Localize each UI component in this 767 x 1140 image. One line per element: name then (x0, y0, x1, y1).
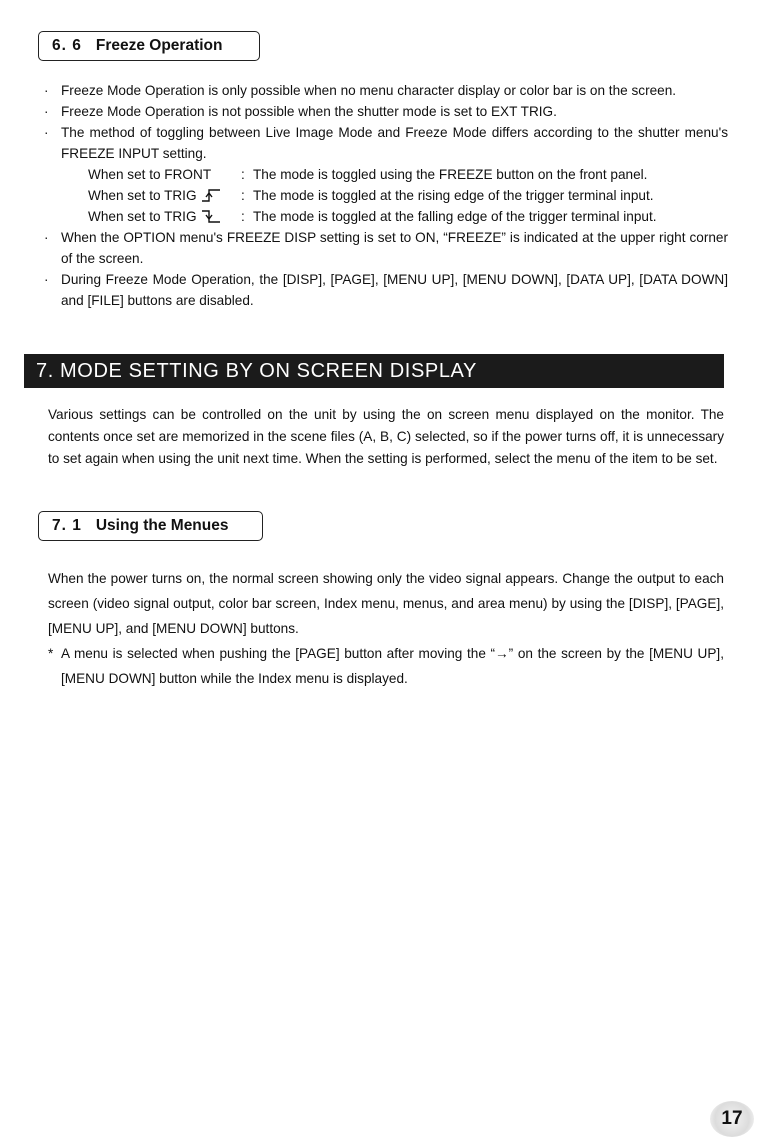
list-item: · Freeze Mode Operation is not possible when the shutter mode is set to EXT TRIG. (44, 104, 557, 119)
section-title: Using the Menues (95, 517, 229, 534)
section-7-1-paragraph: When the power turns on, the normal screen showing only the video signal appears. Change the output to each screen (video signal output, color bar screen, Index menu, menus, and area menu) by using the [DISP], [PAGE], [MENU UP], and [MENU DOWN] buttons. (48, 571, 724, 636)
list-item: · The method of toggling between Live Image Mode and Freeze Mode differs according to the shutter menu's FREEZE INPUT setting. (44, 125, 728, 161)
setting-row-trig-falling: When set to TRIG : The mode is toggled at the falling edge of the trigger terminal input. (44, 206, 728, 227)
section-7-banner: 7. MODE SETTING BY ON SCREEN DISPLAY (24, 354, 724, 388)
setting-description: The mode is toggled at the rising edge of the trigger terminal input. (253, 188, 654, 203)
setting-row-front: When set to FRONT : The mode is toggled using the FREEZE button on the front panel. (44, 164, 728, 185)
setting-row-trig-rising: When set to TRIG : The mode is toggled at the rising edge of the trigger terminal input. (44, 185, 728, 206)
list-item: · Freeze Mode Operation is only possible when no menu character display or color bar is on the screen. (44, 83, 677, 98)
page-number: 17 (706, 1101, 758, 1137)
list-item: · When the OPTION menu's FREEZE DISP setting is set to ON, “FREEZE” is indicated at the upper right corner of the screen. (44, 230, 728, 266)
setting-description: The mode is toggled using the FREEZE button on the front panel. (253, 167, 648, 182)
section-7-intro: Various settings can be controlled on the unit by using the on screen menu displayed on the monitor. The contents once set are memorized in the scene files (A, B, C) selected, so if the power turns off, it is unnecessary to set again when using the unit next time. When the setting is performed, select the menu of the item to be set. (48, 407, 724, 466)
section-number: 7. 1 (52, 517, 82, 534)
freeze-bullets (44, 80, 728, 311)
section-7-1-body (48, 566, 724, 691)
section-7-1-note: * A menu is selected when pushing the [PAGE] button after moving the “→” on the screen by the [MENU UP], [MENU DOWN] button while the Index menu is displayed. (48, 646, 724, 686)
section-number: 6. 6 (52, 37, 82, 54)
section-title: Freeze Operation (95, 37, 223, 54)
rising-edge-icon (201, 188, 221, 202)
setting-label: When set to TRIG (88, 209, 197, 224)
section-6-6-heading (38, 31, 260, 61)
setting-description: The mode is toggled at the falling edge of the trigger terminal input. (253, 209, 657, 224)
setting-label: When set to TRIG (88, 188, 197, 203)
setting-label: When set to FRONT (88, 167, 212, 182)
falling-edge-icon (201, 209, 221, 223)
list-item: · During Freeze Mode Operation, the [DISP], [PAGE], [MENU UP], [MENU DOWN], [DATA UP], [DATA DOWN] and [FILE] buttons are disabled. (44, 272, 728, 308)
section-7-1-heading (38, 511, 263, 541)
